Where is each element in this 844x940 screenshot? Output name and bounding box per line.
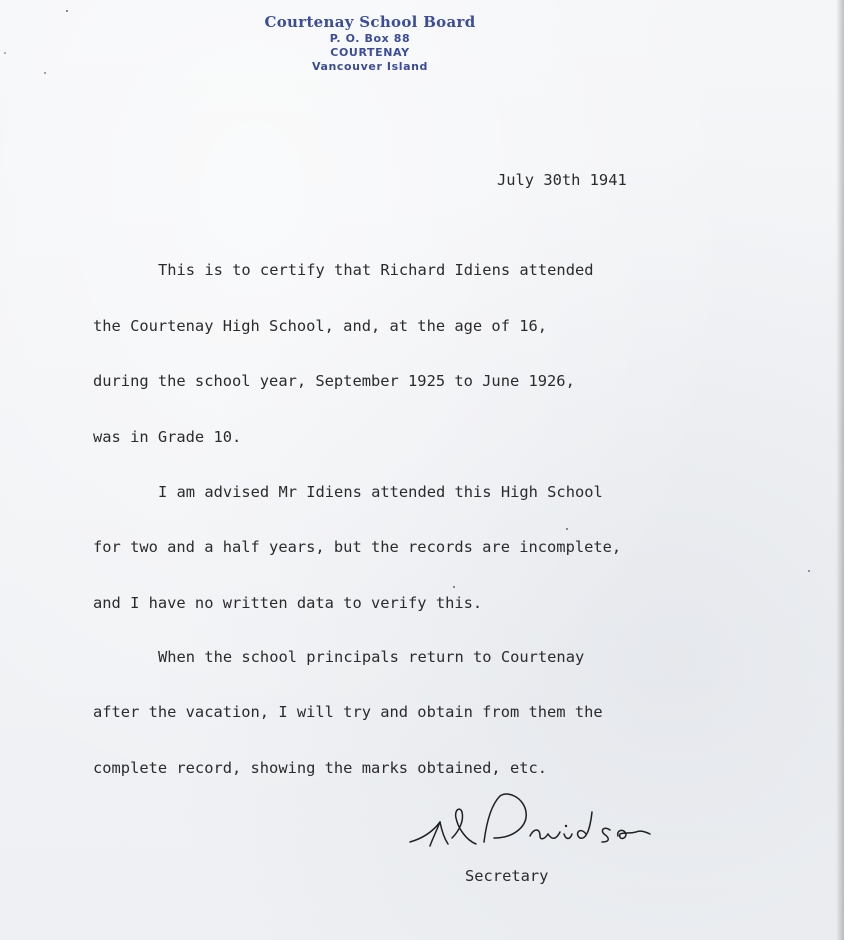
body-line: after the vacation, I will try and obtain from them the <box>93 703 603 721</box>
body-line: and I have no written data to verify this. <box>93 594 483 612</box>
body-line: When the school principals return to Courtenay <box>158 648 585 666</box>
letterhead-name: Courtenay School Board <box>264 13 476 31</box>
body-line: during the school year, September 1925 to June 1926, <box>93 372 575 390</box>
body-line: This is to certify that Richard Idiens attended <box>158 261 594 279</box>
paper-speck <box>566 528 568 530</box>
paper-speck <box>808 570 810 572</box>
body-line: the Courtenay High School, and, at the age of 16, <box>93 317 548 335</box>
body-line: I am advised Mr Idiens attended this High School <box>158 483 603 501</box>
body-line: for two and a half years, but the records are incomplete, <box>93 538 622 556</box>
letterhead-po-box: P. O. Box 88 <box>329 32 411 45</box>
body-line: complete record, showing the marks obtained, etc. <box>93 759 548 777</box>
paper-speck <box>453 586 455 588</box>
letterhead-region: Vancouver Island <box>311 60 429 73</box>
page-edge-shadow <box>836 0 844 940</box>
letter-date: July 30th 1941 <box>497 171 627 189</box>
paper-speck <box>66 10 68 12</box>
letterhead-city: COURTENAY <box>330 46 410 59</box>
handwritten-signature <box>400 780 660 860</box>
signer-title: Secretary <box>465 867 549 885</box>
paper-speck <box>44 72 46 74</box>
letterhead <box>250 12 490 74</box>
paper-speck <box>4 52 6 54</box>
body-line: was in Grade 10. <box>93 428 242 446</box>
